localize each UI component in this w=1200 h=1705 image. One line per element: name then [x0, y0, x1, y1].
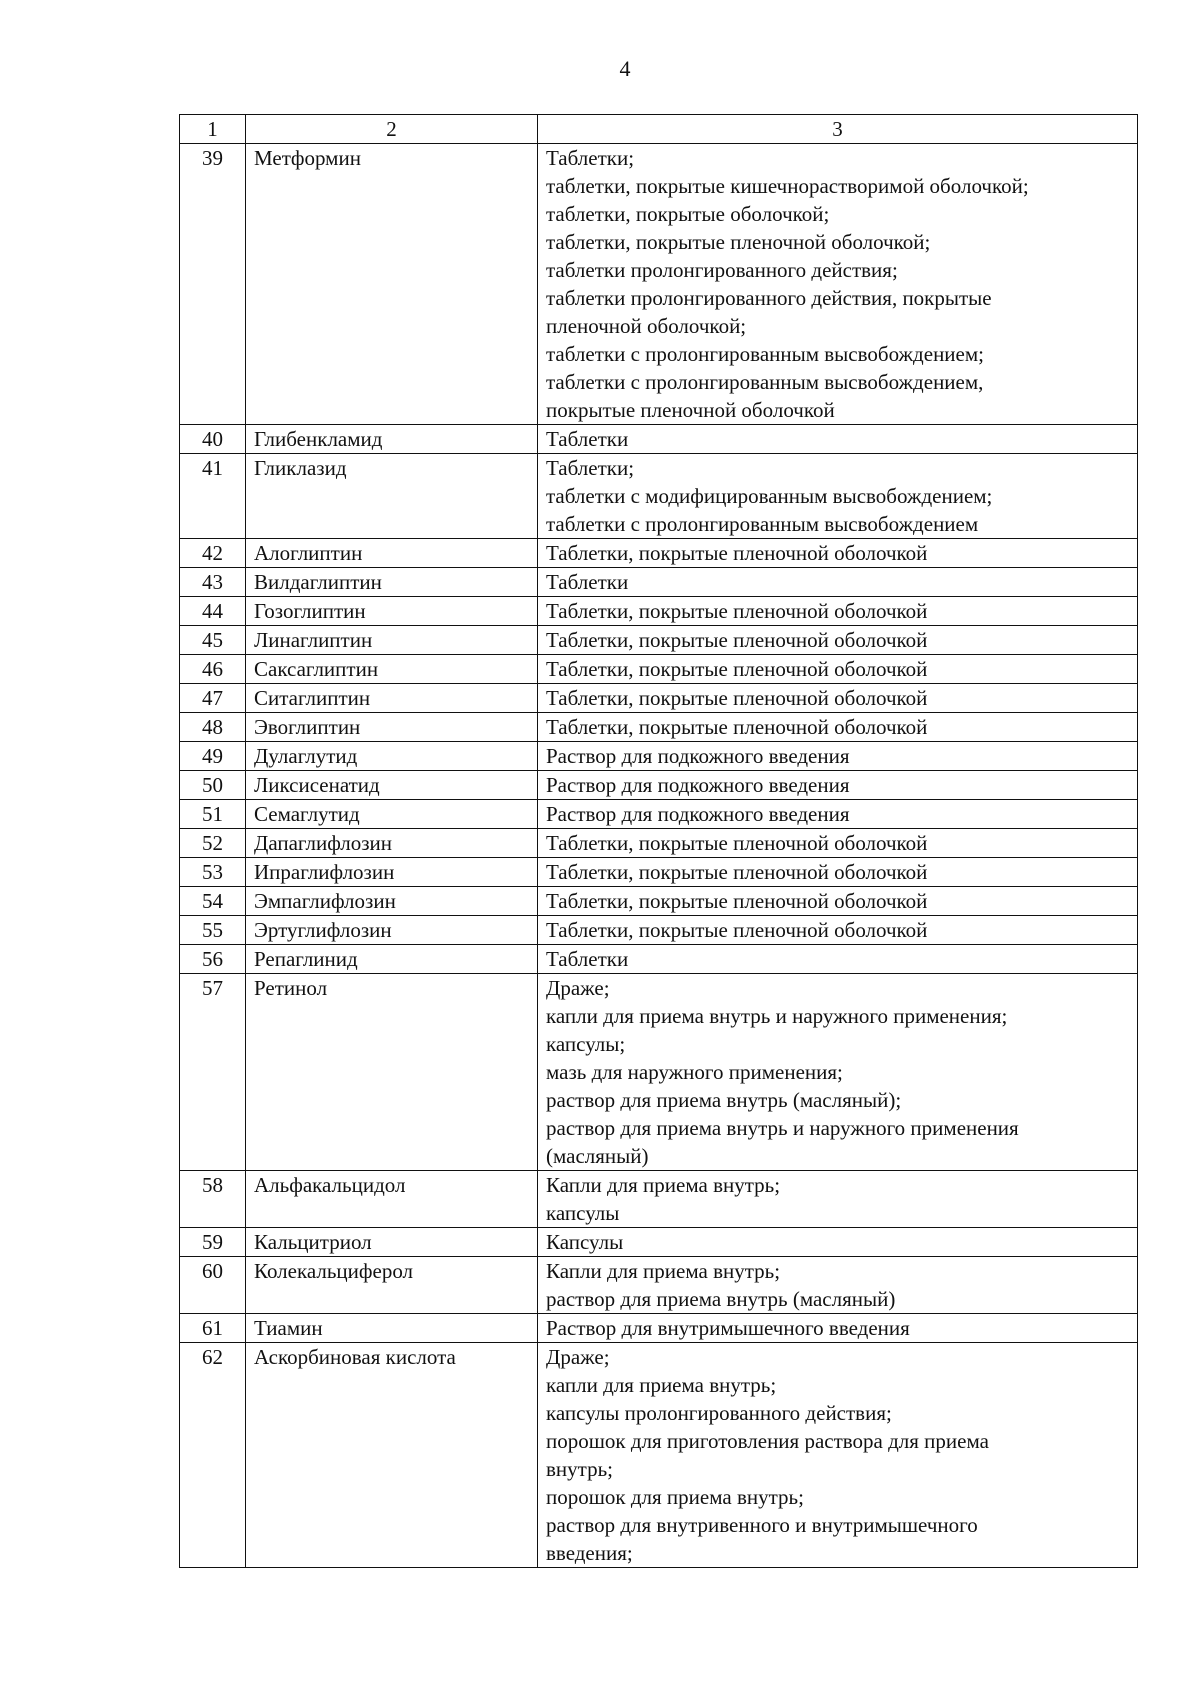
dosage-form-line: пленочной оболочкой; [546, 314, 747, 338]
row-number-cell: 42 [180, 539, 246, 568]
dosage-form-line: Таблетки, покрытые пленочной оболочкой [546, 657, 928, 681]
dosage-forms-cell [538, 425, 1138, 454]
dosage-form-line: раствор для приема внутрь (масляный); [546, 1088, 902, 1112]
page-number: 4 [619, 56, 631, 81]
dosage-form-line: капсулы [546, 1201, 620, 1225]
dosage-form-line: таблетки с пролонгированным высвобождением; [546, 342, 984, 366]
drug-name-cell: Ретинол [246, 974, 538, 1171]
drug-name-cell: Альфакальцидол [246, 1171, 538, 1228]
row-number-cell: 46 [180, 655, 246, 684]
row-number-cell: 45 [180, 626, 246, 655]
dosage-form-line: внутрь; [546, 1457, 613, 1481]
dosage-form-line: Таблетки, покрытые пленочной оболочкой [546, 889, 928, 913]
row-number-cell: 51 [180, 800, 246, 829]
dosage-forms-cell [538, 916, 1138, 945]
table-row [180, 974, 1138, 1171]
table-row [180, 916, 1138, 945]
table-row [180, 771, 1138, 800]
dosage-form-line: Таблетки, покрытые пленочной оболочкой [546, 918, 928, 942]
drug-name-cell: Эмпаглифлозин [246, 887, 538, 916]
row-number-cell: 60 [180, 1257, 246, 1314]
dosage-forms-cell [538, 626, 1138, 655]
dosage-form-line: Таблетки, покрытые пленочной оболочкой [546, 715, 928, 739]
drug-name-cell: Саксаглиптин [246, 655, 538, 684]
table-row [180, 1343, 1138, 1568]
drug-name-cell: Кальцитриол [246, 1228, 538, 1257]
table-row [180, 626, 1138, 655]
drug-name-cell: Алоглиптин [246, 539, 538, 568]
drug-name-cell: Метформин [246, 144, 538, 425]
dosage-form-line: Таблетки, покрытые пленочной оболочкой [546, 686, 928, 710]
dosage-form-line: капсулы; [546, 1032, 626, 1056]
dosage-form-line: Таблетки, покрытые пленочной оболочкой [546, 628, 928, 652]
drug-name-cell: Тиамин [246, 1314, 538, 1343]
table-row [180, 1314, 1138, 1343]
table-row [180, 1171, 1138, 1228]
dosage-form-line: Капли для приема внутрь; [546, 1259, 781, 1283]
drug-name-cell: Вилдаглиптин [246, 568, 538, 597]
dosage-form-line: покрытые пленочной оболочкой [546, 398, 835, 422]
column-header-forms: 3 [538, 115, 1138, 144]
drug-name-cell: Ипраглифлозин [246, 858, 538, 887]
table-row [180, 945, 1138, 974]
dosage-forms-cell [538, 1257, 1138, 1314]
drug-name-cell: Эвоглиптин [246, 713, 538, 742]
table-row [180, 425, 1138, 454]
dosage-forms-cell [538, 597, 1138, 626]
dosage-form-line: таблетки, покрытые кишечнорастворимой оболочкой; [546, 174, 1029, 198]
dosage-forms-cell [538, 829, 1138, 858]
table-row [180, 829, 1138, 858]
dosage-forms-cell [538, 539, 1138, 568]
dosage-forms-cell [538, 1314, 1138, 1343]
dosage-form-line: таблетки с пролонгированным высвобождением [546, 512, 979, 536]
dosage-forms-cell [538, 945, 1138, 974]
row-number-cell: 49 [180, 742, 246, 771]
row-number-cell: 40 [180, 425, 246, 454]
dosage-form-line: Таблетки, покрытые пленочной оболочкой [546, 599, 928, 623]
table-row [180, 713, 1138, 742]
dosage-forms-cell [538, 858, 1138, 887]
dosage-form-line: Драже; [546, 1345, 610, 1369]
table-row [180, 800, 1138, 829]
dosage-form-line: Раствор для подкожного введения [546, 744, 850, 768]
row-number-cell: 50 [180, 771, 246, 800]
drug-name-cell: Семаглутид [246, 800, 538, 829]
dosage-form-line: Таблетки; [546, 456, 635, 480]
dosage-form-line: капсулы пролонгированного действия; [546, 1401, 892, 1425]
dosage-forms-cell [538, 454, 1138, 539]
dosage-form-line: Таблетки [546, 427, 629, 451]
table-row [180, 1257, 1138, 1314]
dosage-form-line: раствор для приема внутрь (масляный) [546, 1287, 896, 1311]
row-number-cell: 48 [180, 713, 246, 742]
row-number-cell: 43 [180, 568, 246, 597]
dosage-form-line: (масляный) [546, 1144, 649, 1168]
row-number-cell: 53 [180, 858, 246, 887]
dosage-form-line: Таблетки, покрытые пленочной оболочкой [546, 541, 928, 565]
row-number-cell: 39 [180, 144, 246, 425]
table-row [180, 655, 1138, 684]
drug-name-cell: Глибенкламид [246, 425, 538, 454]
dosage-forms-cell [538, 742, 1138, 771]
dosage-form-line: раствор для внутривенного и внутримышечного [546, 1513, 978, 1537]
dosage-form-line: Капли для приема внутрь; [546, 1173, 781, 1197]
dosage-form-line: введения; [546, 1541, 633, 1565]
column-header-number: 1 [180, 115, 246, 144]
drug-name-cell: Ликсисенатид [246, 771, 538, 800]
dosage-forms-cell [538, 684, 1138, 713]
dosage-form-line: Драже; [546, 976, 610, 1000]
dosage-form-line: таблетки пролонгированного действия; [546, 258, 898, 282]
dosage-form-line: таблетки, покрытые оболочкой; [546, 202, 830, 226]
table-row [180, 454, 1138, 539]
row-number-cell: 62 [180, 1343, 246, 1568]
dosage-form-line: Капсулы [546, 1230, 624, 1254]
table-row [180, 887, 1138, 916]
row-number-cell: 52 [180, 829, 246, 858]
row-number-cell: 61 [180, 1314, 246, 1343]
dosage-form-line: таблетки с модифицированным высвобождением; [546, 484, 993, 508]
dosage-forms-cell [538, 655, 1138, 684]
dosage-forms-cell [538, 1171, 1138, 1228]
row-number-cell: 47 [180, 684, 246, 713]
dosage-forms-cell [538, 887, 1138, 916]
drug-table [179, 114, 1138, 1568]
table-row [180, 742, 1138, 771]
dosage-form-line: таблетки пролонгированного действия, покрытые [546, 286, 992, 310]
table-row [180, 684, 1138, 713]
drug-name-cell: Дапаглифлозин [246, 829, 538, 858]
drug-name-cell: Ситаглиптин [246, 684, 538, 713]
row-number-cell: 57 [180, 974, 246, 1171]
dosage-form-line: Раствор для внутримышечного введения [546, 1316, 910, 1340]
table-row [180, 597, 1138, 626]
row-number-cell: 55 [180, 916, 246, 945]
drug-name-cell: Дулаглутид [246, 742, 538, 771]
dosage-form-line: капли для приема внутрь и наружного применения; [546, 1004, 1008, 1028]
dosage-forms-cell [538, 713, 1138, 742]
table-row [180, 858, 1138, 887]
dosage-forms-cell [538, 771, 1138, 800]
dosage-form-line: мазь для наружного применения; [546, 1060, 843, 1084]
dosage-form-line: Таблетки [546, 570, 629, 594]
dosage-form-line: капли для приема внутрь; [546, 1373, 777, 1397]
drug-name-cell: Линаглиптин [246, 626, 538, 655]
dosage-forms-cell [538, 144, 1138, 425]
drug-name-cell: Гозоглиптин [246, 597, 538, 626]
dosage-form-line: раствор для приема внутрь и наружного применения [546, 1116, 1019, 1140]
table-body [180, 144, 1138, 1568]
dosage-forms-cell [538, 568, 1138, 597]
row-number-cell: 54 [180, 887, 246, 916]
row-number-cell: 59 [180, 1228, 246, 1257]
table-row [180, 568, 1138, 597]
table-row [180, 1228, 1138, 1257]
dosage-form-line: Раствор для подкожного введения [546, 802, 850, 826]
row-number-cell: 56 [180, 945, 246, 974]
dosage-form-line: таблетки с пролонгированным высвобождением, [546, 370, 984, 394]
dosage-form-line: Таблетки; [546, 146, 635, 170]
dosage-form-line: порошок для приема внутрь; [546, 1485, 804, 1509]
drug-name-cell: Аскорбиновая кислота [246, 1343, 538, 1568]
table-header-row [180, 115, 1138, 144]
dosage-form-line: Таблетки [546, 947, 629, 971]
row-number-cell: 58 [180, 1171, 246, 1228]
dosage-form-line: порошок для приготовления раствора для приема [546, 1429, 989, 1453]
dosage-form-line: Раствор для подкожного введения [546, 773, 850, 797]
table-row [180, 144, 1138, 425]
dosage-form-line: таблетки, покрытые пленочной оболочкой; [546, 230, 931, 254]
column-header-name: 2 [246, 115, 538, 144]
row-number-cell: 41 [180, 454, 246, 539]
dosage-forms-cell [538, 800, 1138, 829]
drug-name-cell: Репаглинид [246, 945, 538, 974]
drug-name-cell: Колекальциферол [246, 1257, 538, 1314]
dosage-form-line: Таблетки, покрытые пленочной оболочкой [546, 860, 928, 884]
drug-name-cell: Гликлазид [246, 454, 538, 539]
drug-name-cell: Эртуглифлозин [246, 916, 538, 945]
dosage-forms-cell [538, 974, 1138, 1171]
dosage-forms-cell [538, 1343, 1138, 1568]
dosage-form-line: Таблетки, покрытые пленочной оболочкой [546, 831, 928, 855]
row-number-cell: 44 [180, 597, 246, 626]
dosage-forms-cell [538, 1228, 1138, 1257]
table-row [180, 539, 1138, 568]
